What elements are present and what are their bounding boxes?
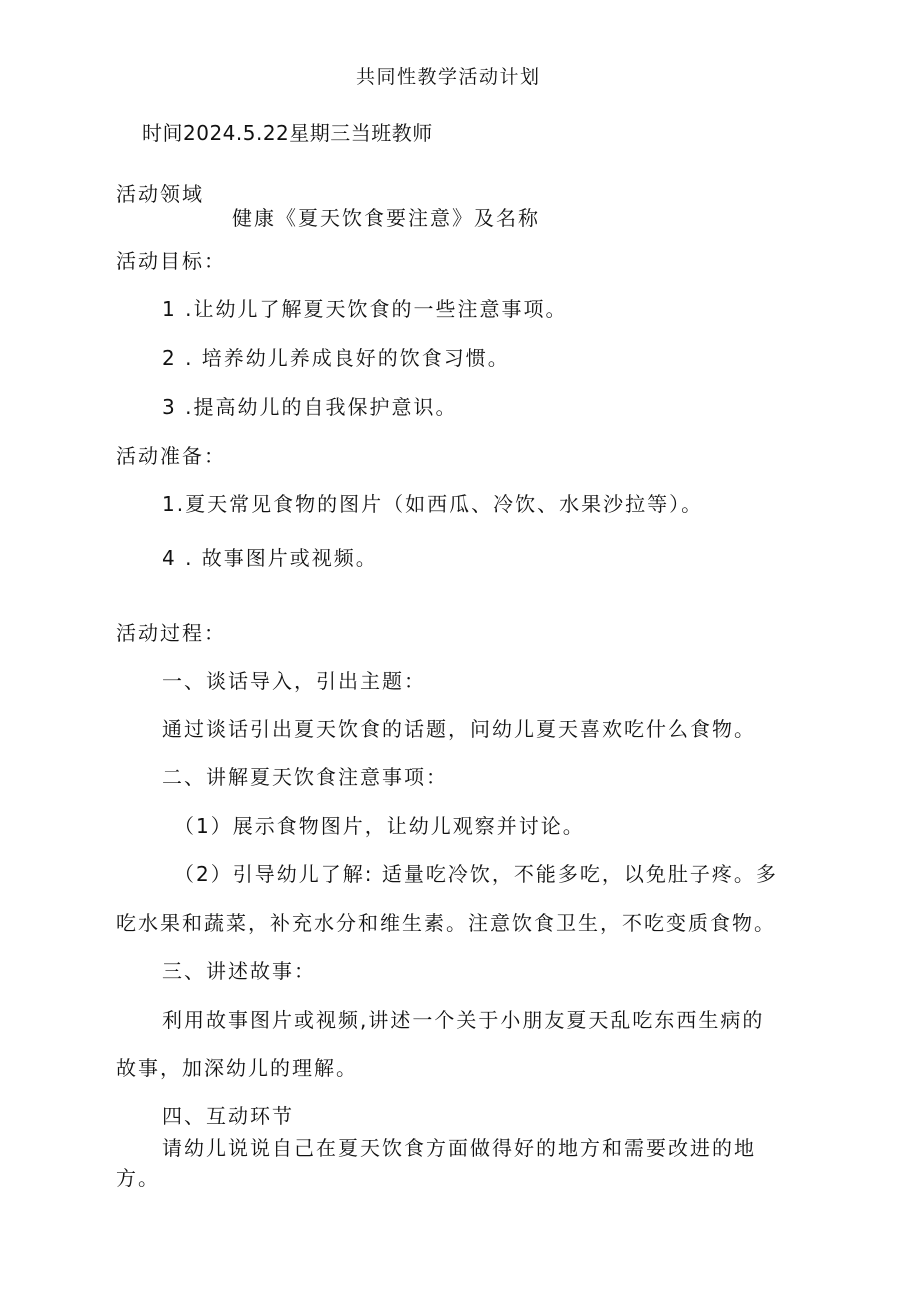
step2-item-1: （1）展示食物图片，让幼儿观察并讨论。 bbox=[174, 814, 585, 838]
meta-line: 时间2024.5.22星期三当班教师 bbox=[142, 121, 433, 145]
goal-item-1: 1 .让幼儿了解夏天饮食的一些注意事项。 bbox=[162, 297, 568, 321]
step1-text: 通过谈话引出夏天饮食的话题，问幼儿夏天喜欢吃什么食物。 bbox=[162, 717, 756, 741]
step4-line-2: 方。 bbox=[116, 1166, 160, 1190]
domain-value: 健康《夏天饮食要注意》及名称 bbox=[232, 206, 540, 230]
preparation-heading: 活动准备： bbox=[116, 444, 226, 468]
step2-heading: 二、讲解夏天饮食注意事项： bbox=[162, 765, 448, 789]
domain-label: 活动领域 bbox=[116, 182, 204, 206]
goal-item-2: 2 . 培养幼儿养成良好的饮食习惯。 bbox=[162, 346, 510, 370]
step3-heading: 三、讲述故事： bbox=[162, 959, 316, 983]
preparation-item-1: 1.夏天常见食物的图片（如西瓜、冷饮、水果沙拉等）。 bbox=[162, 492, 704, 516]
step4-line-1: 请幼儿说说自己在夏天饮食方面做得好的地方和需要改进的地 bbox=[162, 1136, 756, 1160]
step2-item-2-line-2: 吃水果和蔬菜，补充水分和维生素。注意饮食卫生，不吃变质食物。 bbox=[116, 911, 776, 935]
goals-heading: 活动目标： bbox=[116, 249, 226, 273]
step3-line-1: 利用故事图片或视频,讲述一个关于小朋友夏天乱吃东西生病的 bbox=[162, 1008, 765, 1032]
document-title: 共同性教学活动计划 bbox=[356, 66, 541, 88]
preparation-item-2: 4 . 故事图片或视频。 bbox=[162, 546, 378, 570]
step3-line-2: 故事，加深幼儿的理解。 bbox=[116, 1056, 358, 1080]
step4-heading: 四、互动环节 bbox=[162, 1104, 294, 1128]
step2-item-2-line-1: （2）引导幼儿了解: 适量吃冷饮，不能多吃，以免肚子疼。多 bbox=[174, 862, 778, 886]
process-heading: 活动过程： bbox=[116, 621, 226, 645]
step1-heading: 一、谈话导入，引出主题： bbox=[162, 669, 426, 693]
goal-item-3: 3 .提高幼儿的自我保护意识。 bbox=[162, 395, 458, 419]
